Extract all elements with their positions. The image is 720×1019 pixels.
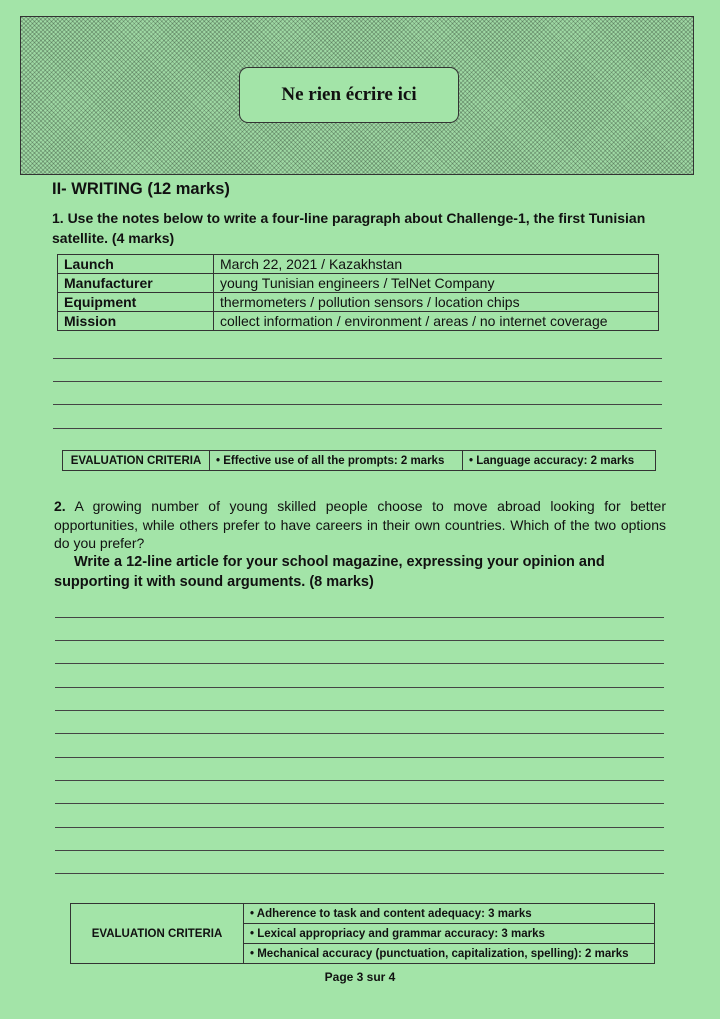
table-row — [58, 293, 659, 312]
note-key: Equipment — [58, 293, 214, 312]
note-key: Mission — [58, 312, 214, 331]
table-row — [58, 312, 659, 331]
question-2-task-text: Write a 12-line article for your school magazine, expressing your opinion and supporting it with sound arguments. (8 marks) — [54, 554, 605, 590]
table-row — [58, 274, 659, 293]
answer-line[interactable] — [55, 687, 664, 688]
answer-line[interactable] — [55, 733, 664, 734]
criterion: • Effective use of all the prompts: 2 marks — [210, 451, 463, 471]
answer-line[interactable] — [55, 710, 664, 711]
evaluation-criteria-table — [62, 450, 656, 471]
note-value: thermometers / pollution sensors / location chips — [214, 293, 659, 312]
question-number: 2. — [54, 498, 66, 514]
evaluation-label: EVALUATION CRITERIA — [63, 451, 210, 471]
evaluation-criteria-table — [70, 903, 655, 964]
criterion: • Adherence to task and content adequacy: 3 marks — [244, 904, 655, 924]
question-1-prompt: 1. Use the notes below to write a four-line paragraph about Challenge-1, the first Tunisian satellite. (4 marks) — [52, 210, 646, 246]
note-key: Launch — [58, 255, 214, 274]
answer-line[interactable] — [55, 757, 664, 758]
answer-line[interactable] — [55, 803, 664, 804]
criterion: • Language accuracy: 2 marks — [463, 451, 656, 471]
note-value: young Tunisian engineers / TelNet Company — [214, 274, 659, 293]
answer-line[interactable] — [55, 827, 664, 828]
answer-line[interactable] — [53, 404, 662, 405]
page-number: Page 3 sur 4 — [324, 970, 396, 984]
note-key: Manufacturer — [58, 274, 214, 293]
criterion: • Lexical appropriacy and grammar accuracy: 3 marks — [244, 924, 655, 944]
note-value: collect information / environment / areas / no internet coverage — [214, 312, 659, 331]
answer-line[interactable] — [55, 850, 664, 851]
notes-table — [57, 254, 659, 331]
table-row — [58, 255, 659, 274]
answer-line[interactable] — [53, 358, 662, 359]
question-2-text: A growing number of young skilled people choose to move abroad looking for better opportunities, while others prefer to have careers in their own countries. Which of the two options do you prefer? — [54, 498, 666, 551]
section-title: II- WRITING (12 marks) — [52, 180, 230, 198]
answer-line[interactable] — [55, 663, 664, 664]
do-not-write-label: Ne rien écrire ici — [239, 67, 459, 123]
answer-line[interactable] — [53, 428, 662, 429]
note-value: March 22, 2021 / Kazakhstan — [214, 255, 659, 274]
question-2-task — [54, 553, 666, 592]
criterion: • Mechanical accuracy (punctuation, capitalization, spelling): 2 marks — [244, 944, 655, 964]
question-2-prompt — [54, 497, 666, 553]
answer-line[interactable] — [55, 873, 664, 874]
answer-line[interactable] — [55, 780, 664, 781]
answer-line[interactable] — [55, 617, 664, 618]
answer-line[interactable] — [55, 640, 664, 641]
answer-line[interactable] — [53, 381, 662, 382]
evaluation-label: EVALUATION CRITERIA — [71, 904, 244, 964]
